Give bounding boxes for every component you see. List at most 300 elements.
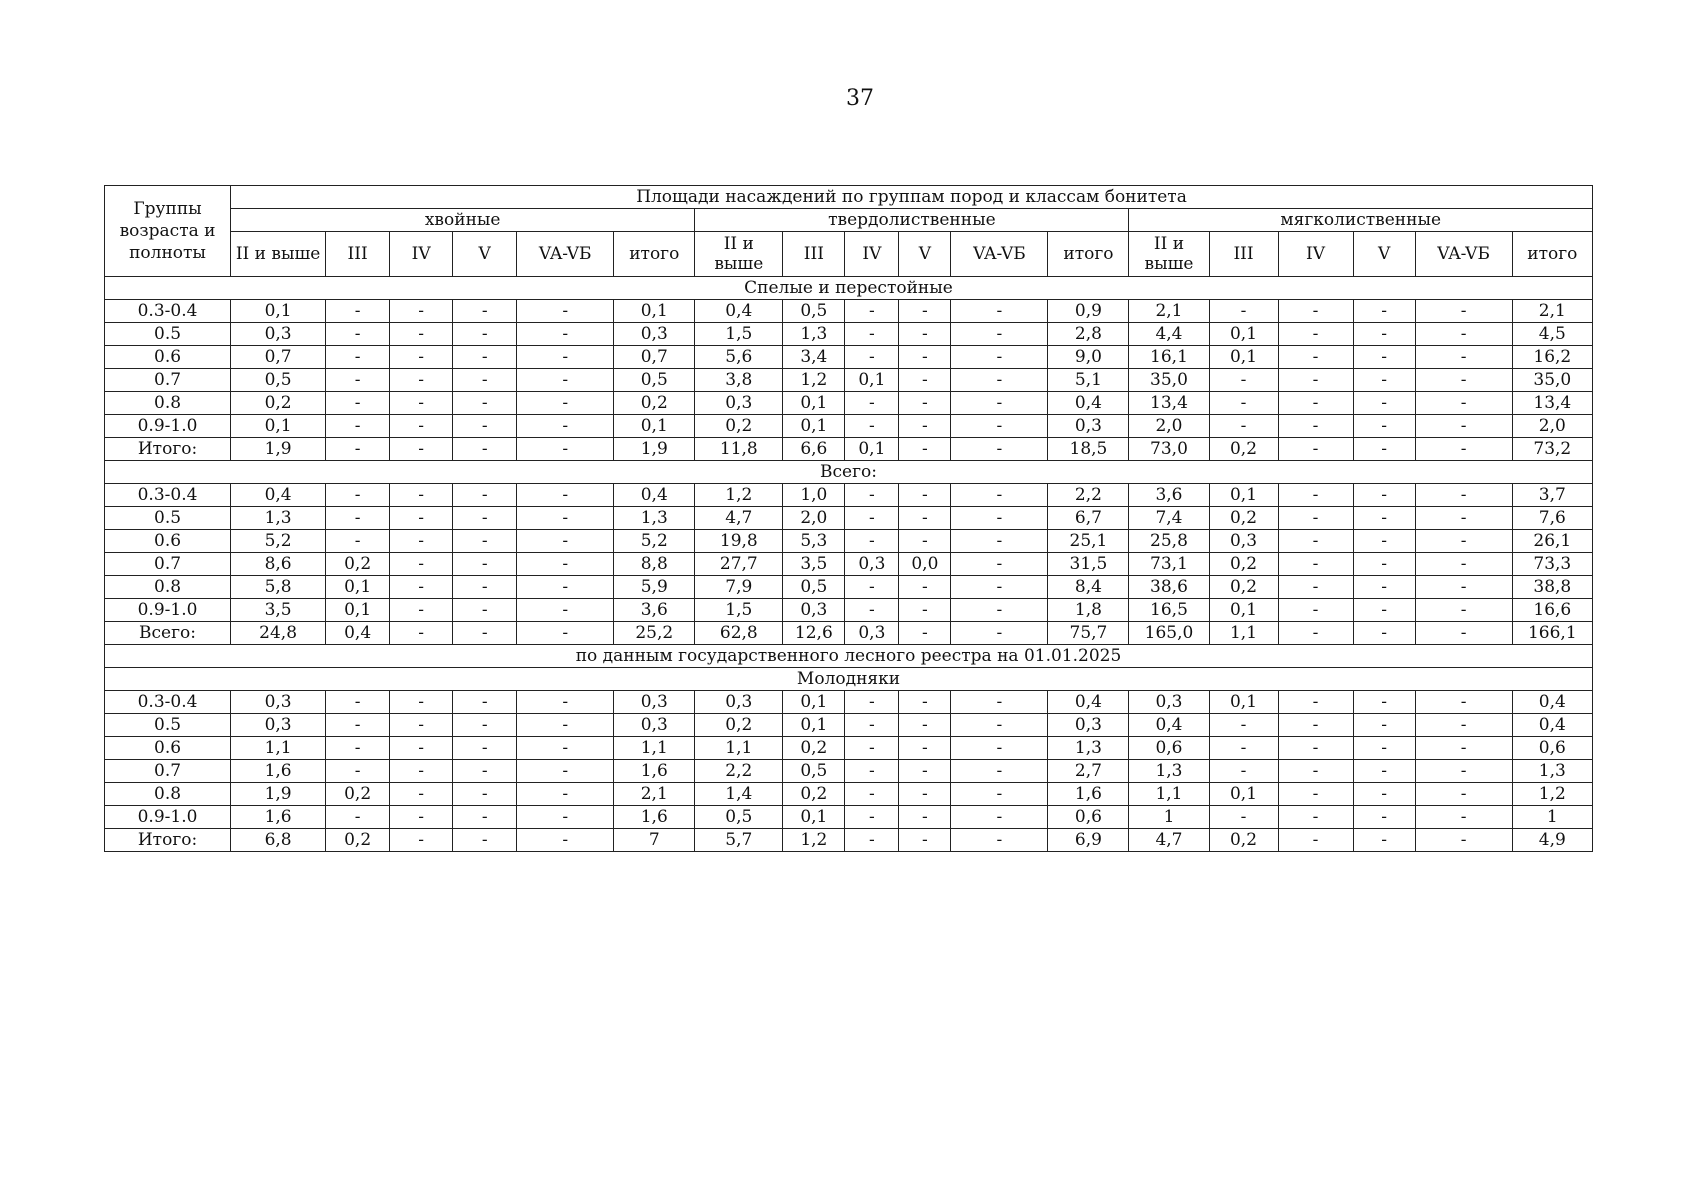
table-cell: 1,3 [1048,737,1129,760]
table-cell: - [1278,438,1353,461]
table-cell: - [845,392,899,415]
table-cell: - [951,737,1048,760]
table-cell: 7 [614,829,695,852]
table-cell: - [951,806,1048,829]
table-cell: - [1278,507,1353,530]
table-cell: 1,1 [614,737,695,760]
table-cell: - [1278,760,1353,783]
table-cell: - [517,323,614,346]
table-cell: - [517,438,614,461]
table-cell: - [1353,760,1415,783]
table-cell: 0,1 [326,599,390,622]
table-cell: 2,1 [1129,300,1209,323]
table-cell: - [1415,806,1512,829]
table-cell: - [1278,484,1353,507]
table-cell: - [453,484,517,507]
table-cell: - [951,323,1048,346]
table-cell: - [1415,346,1512,369]
table-cell: - [1278,369,1353,392]
table-cell: 0,5 [231,369,326,392]
table-cell: - [1353,576,1415,599]
table-cell: - [517,415,614,438]
class-header: V [1353,232,1415,277]
table-cell: 0,6 [1129,737,1209,760]
table-cell: 5,1 [1048,369,1129,392]
table-cell: - [1278,783,1353,806]
table-cell: - [1353,507,1415,530]
table-cell: - [453,553,517,576]
table-cell: - [326,369,390,392]
table-cell: 8,4 [1048,576,1129,599]
table-cell: 1,2 [695,484,783,507]
table-cell: - [845,576,899,599]
table-cell: 3,8 [695,369,783,392]
table-cell: - [453,369,517,392]
table-cell: 0,1 [1209,691,1278,714]
table-cell: 13,4 [1129,392,1209,415]
table-cell: 165,0 [1129,622,1209,645]
table-cell: 5,2 [614,530,695,553]
table-cell: - [899,806,951,829]
table-cell: 16,2 [1512,346,1592,369]
class-header: III [326,232,390,277]
table-cell: 3,4 [783,346,845,369]
table-cell: 0,2 [1209,829,1278,852]
table-cell: 1,3 [1129,760,1209,783]
table-cell: - [517,369,614,392]
table-cell: - [517,599,614,622]
table-cell: 75,7 [1048,622,1129,645]
table-cell: 4,7 [1129,829,1209,852]
table-cell: 0,1 [1209,323,1278,346]
table-cell: 0,2 [326,783,390,806]
table-cell: - [326,323,390,346]
table-row [105,300,1593,323]
table-cell: 0,2 [1209,576,1278,599]
table-cell: - [1353,553,1415,576]
table-cell: - [326,737,390,760]
table-cell: 0,4 [1512,691,1592,714]
table-cell: - [390,300,453,323]
table-cell: - [453,507,517,530]
row-label-cell: 0.9-1.0 [105,806,231,829]
table-cell: - [951,553,1048,576]
table-cell: - [517,484,614,507]
table-cell: 1,3 [231,507,326,530]
table-cell: 27,7 [695,553,783,576]
row-label-cell: 0.7 [105,369,231,392]
table-cell: - [951,484,1048,507]
table-cell: 4,4 [1129,323,1209,346]
table-cell: - [453,714,517,737]
table-cell: 31,5 [1048,553,1129,576]
section-row [105,645,1593,668]
table-cell: - [1415,760,1512,783]
table-cell: 0,4 [231,484,326,507]
table-cell: 0,1 [783,714,845,737]
class-header: итого [1512,232,1592,277]
table-cell: 2,8 [1048,323,1129,346]
table-cell: 0,5 [614,369,695,392]
table-cell: - [951,392,1048,415]
table-title: Площади насаждений по группам пород и классам бонитета [231,186,1593,209]
table-row [105,323,1593,346]
table-cell: - [1353,622,1415,645]
table-cell: 3,6 [614,599,695,622]
table-cell: - [517,760,614,783]
table-cell: 0,3 [845,622,899,645]
table-cell: - [390,438,453,461]
table-cell: 0,3 [695,691,783,714]
table-cell: - [1353,300,1415,323]
table-cell: 0,3 [231,714,326,737]
table-cell: - [326,714,390,737]
table-cell: 0,1 [614,415,695,438]
row-label-cell: Итого: [105,829,231,852]
table-cell: - [899,737,951,760]
table-cell: - [453,599,517,622]
table-cell: - [390,507,453,530]
table-cell: 1,2 [783,369,845,392]
table-cell: 0,5 [695,806,783,829]
table-row [105,415,1593,438]
table-cell: - [1415,576,1512,599]
table-cell: - [1415,415,1512,438]
section-title: Спелые и перестойные [105,277,1593,300]
table-cell: - [951,783,1048,806]
table-row [105,346,1593,369]
class-header: III [1209,232,1278,277]
table-cell: - [1353,806,1415,829]
table-cell: 4,5 [1512,323,1592,346]
table-cell: - [1415,369,1512,392]
table-cell: 0,1 [231,415,326,438]
table-cell: - [390,599,453,622]
table-cell: 0,6 [1512,737,1592,760]
table-cell: - [390,576,453,599]
table-cell: 0,3 [1129,691,1209,714]
table-cell: 0,1 [783,392,845,415]
group-header-softwood: мягколиственные [1129,209,1593,232]
table-cell: - [1353,737,1415,760]
table-cell: - [899,760,951,783]
table-row [105,714,1593,737]
class-header: V [899,232,951,277]
table-cell: 1,4 [695,783,783,806]
table-cell: - [1353,346,1415,369]
table-cell: - [326,392,390,415]
table-cell: 0,4 [614,484,695,507]
table-cell: - [899,691,951,714]
class-header: II и выше [695,232,783,277]
table-cell: 1 [1512,806,1592,829]
table-cell: 73,3 [1512,553,1592,576]
table-cell: 0,3 [614,691,695,714]
table-cell: - [390,323,453,346]
table-row [105,737,1593,760]
row-label-cell: 0.3-0.4 [105,484,231,507]
table-cell: - [453,760,517,783]
table-cell: - [845,783,899,806]
table-cell: - [453,783,517,806]
table-cell: 6,9 [1048,829,1129,852]
table-cell: - [390,346,453,369]
table-cell: - [899,599,951,622]
class-header: VA-VБ [951,232,1048,277]
table-cell: 12,6 [783,622,845,645]
table-cell: - [453,530,517,553]
table-cell: 16,5 [1129,599,1209,622]
table-row [105,783,1593,806]
table-cell: 16,1 [1129,346,1209,369]
class-header-row [105,232,1593,277]
table-cell: 3,5 [231,599,326,622]
table-cell: 0,7 [231,346,326,369]
table-cell: - [1415,484,1512,507]
table-cell: - [899,530,951,553]
table-cell: - [1278,392,1353,415]
table-cell: 16,6 [1512,599,1592,622]
table-cell: - [1278,346,1353,369]
table-cell: - [1278,737,1353,760]
table-cell: 0,1 [326,576,390,599]
table-cell: - [390,415,453,438]
table-cell: - [390,829,453,852]
table-cell: 5,7 [695,829,783,852]
table-cell: 1 [1129,806,1209,829]
table-cell: 0,2 [614,392,695,415]
table-cell: - [951,691,1048,714]
table-cell: - [1209,806,1278,829]
table-cell: 2,7 [1048,760,1129,783]
table-cell: 1,3 [783,323,845,346]
table-cell: - [326,760,390,783]
table-cell: - [899,507,951,530]
group-header-coniferous: хвойные [231,209,695,232]
table-cell: - [1278,622,1353,645]
table-cell: 6,6 [783,438,845,461]
table-row [105,829,1593,852]
class-header: IV [845,232,899,277]
row-label-cell: Всего: [105,622,231,645]
table-cell: 1,6 [231,806,326,829]
table-cell: 3,5 [783,553,845,576]
table-cell: 5,9 [614,576,695,599]
table-cell: 5,8 [231,576,326,599]
table-cell: 0,1 [1209,783,1278,806]
class-header: II и выше [231,232,326,277]
table-cell: - [390,783,453,806]
table-cell: - [517,783,614,806]
table-cell: 6,8 [231,829,326,852]
table-cell: 24,8 [231,622,326,645]
table-cell: 166,1 [1512,622,1592,645]
table-cell: 13,4 [1512,392,1592,415]
table-cell: 1,2 [783,829,845,852]
table-cell: 1,6 [1048,783,1129,806]
table-cell: - [1278,300,1353,323]
table-cell: - [517,714,614,737]
table-cell: 4,7 [695,507,783,530]
table-cell: - [845,829,899,852]
table-cell: - [1415,392,1512,415]
table-cell: - [453,415,517,438]
table-cell: - [1353,415,1415,438]
table-cell: 26,1 [1512,530,1592,553]
table-cell: - [453,300,517,323]
table-cell: 0,7 [614,346,695,369]
table-cell: - [1209,415,1278,438]
table-row [105,599,1593,622]
table-cell: - [453,622,517,645]
table-cell: - [845,599,899,622]
table-cell: 0,2 [695,714,783,737]
table-cell: - [899,576,951,599]
row-label-cell: 0.7 [105,760,231,783]
table-cell: - [899,622,951,645]
row-label-cell: 0.6 [105,737,231,760]
section-row [105,277,1593,300]
row-label-cell: 0.8 [105,576,231,599]
table-cell: - [517,829,614,852]
table-cell: 5,2 [231,530,326,553]
table-cell: - [899,415,951,438]
table-cell: - [390,737,453,760]
table-cell: - [1278,576,1353,599]
row-label-cell: 0.3-0.4 [105,691,231,714]
row-label-header: Группы возраста и полноты [105,186,231,277]
table-cell: 5,3 [783,530,845,553]
table-cell: - [845,507,899,530]
table-cell: - [1278,691,1353,714]
table-cell: - [899,346,951,369]
class-header: III [783,232,845,277]
table-cell: - [390,553,453,576]
table-cell: - [951,438,1048,461]
table-cell: - [453,806,517,829]
table-cell: - [845,346,899,369]
table-cell: 2,0 [783,507,845,530]
table-cell: - [951,599,1048,622]
row-label-cell: 0.5 [105,714,231,737]
table-cell: 1,3 [614,507,695,530]
table-cell: - [1278,714,1353,737]
table-cell: - [1278,553,1353,576]
table-cell: - [845,714,899,737]
table-cell: 35,0 [1129,369,1209,392]
row-label-cell: 0.6 [105,346,231,369]
table-cell: 0,0 [899,553,951,576]
table-cell: - [845,806,899,829]
table-cell: - [951,346,1048,369]
table-cell: - [1415,530,1512,553]
section-row [105,668,1593,691]
table-cell: - [1353,392,1415,415]
table-cell: - [1353,714,1415,737]
table-cell: 5,6 [695,346,783,369]
table-cell: - [899,392,951,415]
table-cell: - [1353,369,1415,392]
table-cell: 0,4 [1512,714,1592,737]
table-cell: - [951,530,1048,553]
table-cell: 0,1 [614,300,695,323]
row-label-cell: 0.6 [105,530,231,553]
table-cell: 1,1 [695,737,783,760]
table-cell: 0,5 [783,760,845,783]
table-cell: - [845,691,899,714]
class-header: IV [1278,232,1353,277]
table-row [105,760,1593,783]
table-cell: 0,4 [695,300,783,323]
table-cell: - [1209,714,1278,737]
table-cell: 0,1 [845,438,899,461]
table-cell: - [326,806,390,829]
table-cell: 73,1 [1129,553,1209,576]
table-cell: - [326,507,390,530]
table-cell: 6,7 [1048,507,1129,530]
table-cell: 38,6 [1129,576,1209,599]
section-title: Всего: [105,461,1593,484]
table-cell: - [390,530,453,553]
table-cell: - [390,691,453,714]
table-cell: 1,6 [614,806,695,829]
table-row [105,806,1593,829]
table-cell: - [1415,783,1512,806]
table-cell: - [1209,369,1278,392]
table-cell: - [517,346,614,369]
table-cell: 0,4 [326,622,390,645]
table-cell: - [326,438,390,461]
table-cell: - [517,507,614,530]
table-row [105,507,1593,530]
table-cell: - [951,760,1048,783]
table-cell: - [326,346,390,369]
table-cell: 18,5 [1048,438,1129,461]
table-cell: 4,9 [1512,829,1592,852]
table-cell: 0,2 [1209,507,1278,530]
table-body [105,277,1593,852]
table-cell: - [1415,714,1512,737]
table-cell: 0,1 [1209,484,1278,507]
table-cell: - [845,484,899,507]
table-cell: 1,1 [231,737,326,760]
table-cell: - [845,415,899,438]
table-cell: - [1415,599,1512,622]
table-cell: - [1209,760,1278,783]
table-cell: - [326,530,390,553]
table-row [105,691,1593,714]
table-cell: - [1278,530,1353,553]
table-row [105,392,1593,415]
table-cell: 3,6 [1129,484,1209,507]
table-cell: 2,2 [695,760,783,783]
table-cell: - [1278,829,1353,852]
table-cell: 73,0 [1129,438,1209,461]
table-cell: 1,8 [1048,599,1129,622]
table-row [105,553,1593,576]
table-cell: 1,6 [614,760,695,783]
table-cell: 0,1 [1209,599,1278,622]
table-cell: 3,7 [1512,484,1592,507]
table-cell: 0,2 [783,737,845,760]
table-cell: - [326,415,390,438]
table-cell: 1,5 [695,323,783,346]
row-label-cell: 0.8 [105,783,231,806]
table-header [105,186,1593,277]
table-cell: - [517,553,614,576]
section-row [105,461,1593,484]
table-cell: - [1209,737,1278,760]
